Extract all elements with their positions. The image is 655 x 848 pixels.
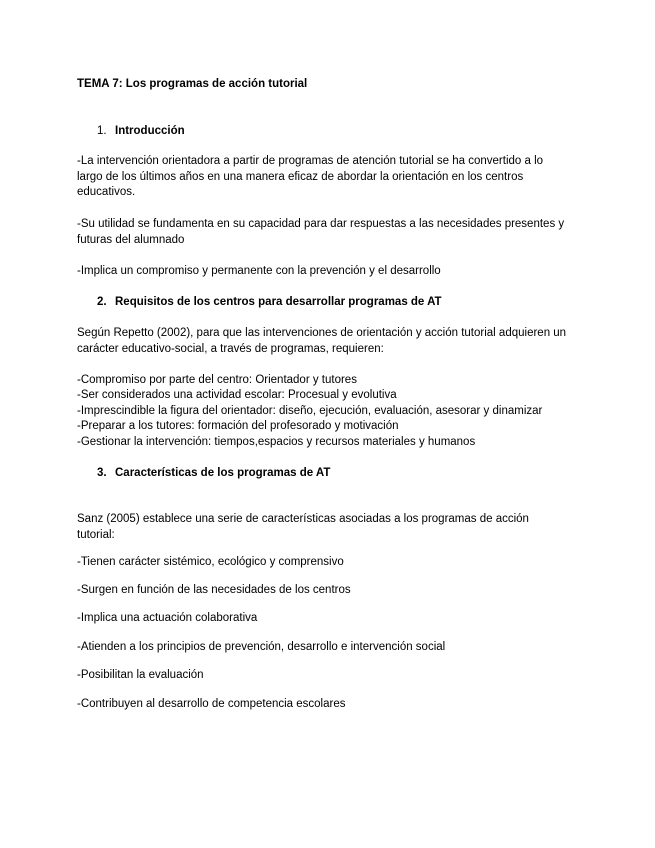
section-1-para-1-line-1: -La intervención orientadora a partir de programas de atención tutorial se ha convertido a lo [77,155,544,167]
section-1-para-2-line-1: -Su utilidad se fundamenta en su capacidad para dar respuestas a las necesidades presentes y [77,218,565,230]
section-2-para-1-line-1: Según Repetto (2002), para que las intervenciones de orientación y acción tutorial adquieren un [77,327,567,339]
section-3-para-1-line-1: Sanz (2005) establece una serie de características asociadas a los programas de acción [77,513,529,525]
section-2-para-1-line-2: carácter educativo-social, a través de programas, requieren: [77,343,384,355]
section-3-item-3: -Implica una actuación colaborativa [77,612,258,624]
section-1-para-2-line-2: futuras del alumnado [77,234,185,246]
section-2-list-item-2: -Ser considerados una actividad escolar: Procesual y evolutiva [77,389,397,401]
section-2-list-item-3: -Imprescindible la figura del orientador: diseño, ejecución, evaluación, asesorar y dinamizar [77,405,543,417]
section-3-item-5: -Posibilitan la evaluación [77,669,204,681]
section-2-list-item-1: -Compromiso por parte del centro: Orientador y tutores [77,374,357,386]
section-3-para-1-line-2: tutorial: [77,529,115,541]
section-1-para-1-line-2: largo de los últimos años en una manera eficaz de abordar la orientación en los centros [77,171,524,183]
section-3-item-2: -Surgen en función de las necesidades de los centros [77,584,351,596]
section-2-list-item-4: -Preparar a los tutores: formación del profesorado y motivación [77,420,399,432]
section-1-para-1-line-3: educativos. [77,186,136,198]
section-1-number: 1. [97,125,107,137]
section-2-list-item-5: -Gestionar la intervención: tiempos,espacios y recursos materiales y humanos [77,436,476,448]
section-3-item-4: -Atienden a los principios de prevención, desarrollo e intervención social [77,641,446,653]
section-3-item-6: -Contribuyen al desarrollo de competencia escolares [77,698,346,710]
section-3-number: 3. [97,467,107,479]
section-3-item-1: -Tienen carácter sistémico, ecológico y comprensivo [77,556,344,568]
section-2-number: 2. [97,296,107,308]
section-2-heading: Requisitos de los centros para desarrollar programas de AT [115,296,442,308]
section-1-heading: Introducción [115,125,185,137]
document-title: TEMA 7: Los programas de acción tutorial [77,78,308,90]
section-1-para-3-line-1: -Implica un compromiso y permanente con la prevención y el desarrollo [77,265,441,277]
section-3-heading: Características de los programas de AT [115,467,331,479]
